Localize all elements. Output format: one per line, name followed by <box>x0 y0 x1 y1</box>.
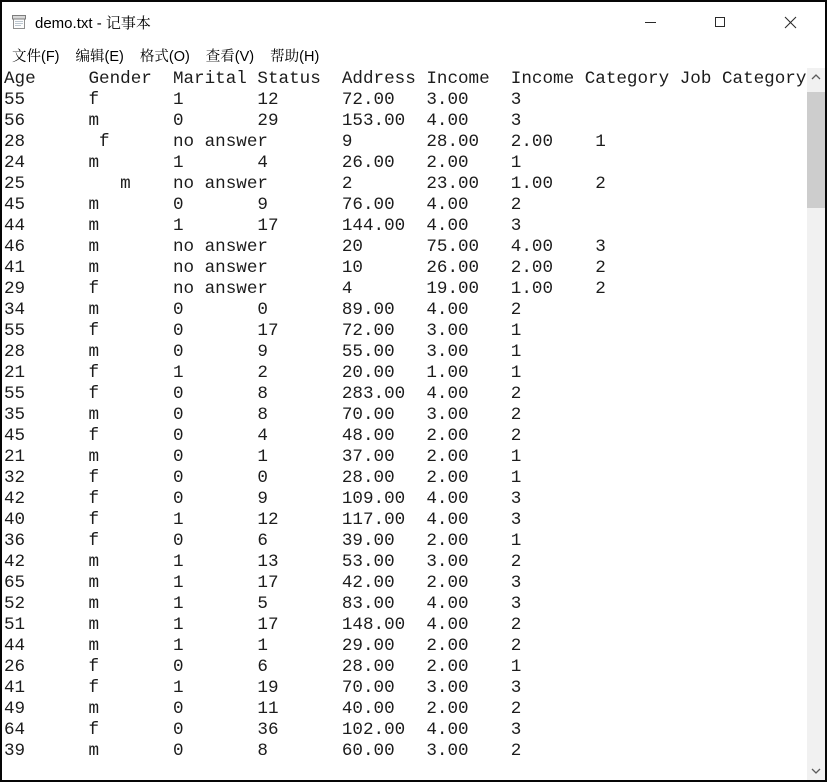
window-title: demo.txt - 记事本 <box>35 14 151 32</box>
text-line: 55 f 0 17 72.00 3.00 1 <box>4 321 522 341</box>
minimize-button[interactable] <box>615 2 685 42</box>
text-line: 26 f 0 6 28.00 2.00 1 <box>4 657 522 677</box>
title-bar <box>2 2 825 42</box>
maximize-button[interactable] <box>685 2 755 42</box>
scroll-up-button[interactable] <box>807 68 825 86</box>
minimize-icon <box>645 22 656 23</box>
text-line: 39 m 0 8 60.00 3.00 2 <box>4 741 522 761</box>
close-icon <box>784 16 797 29</box>
menu-format[interactable]: 格式(O) <box>132 42 198 69</box>
text-line: 28 m 0 9 55.00 3.00 1 <box>4 342 522 362</box>
menu-bar <box>2 42 825 68</box>
scroll-down-button[interactable] <box>807 762 825 780</box>
text-line: 32 f 0 0 28.00 2.00 1 <box>4 468 522 488</box>
text-line: 25 m no answer 2 23.00 1.00 2 <box>4 174 606 194</box>
text-line: 42 f 0 9 109.00 4.00 3 <box>4 489 522 509</box>
text-line: 21 f 1 2 20.00 1.00 1 <box>4 363 522 383</box>
text-line: 52 m 1 5 83.00 4.00 3 <box>4 594 522 614</box>
notepad-icon <box>11 14 27 30</box>
maximize-icon <box>715 17 725 27</box>
text-line: 34 m 0 0 89.00 4.00 2 <box>4 300 522 320</box>
menu-edit[interactable]: 编辑(E) <box>68 42 132 69</box>
menu-help[interactable]: 帮助(H) <box>262 42 327 69</box>
text-line: 42 m 1 13 53.00 3.00 2 <box>4 552 522 572</box>
text-line: 24 m 1 4 26.00 2.00 1 <box>4 153 522 173</box>
text-line: 36 f 0 6 39.00 2.00 1 <box>4 531 522 551</box>
text-line: 55 f 1 12 72.00 3.00 3 <box>4 90 522 110</box>
text-line: 28 f no answer 9 28.00 2.00 1 <box>4 132 606 152</box>
text-area[interactable] <box>2 68 807 780</box>
text-line: 55 f 0 8 283.00 4.00 2 <box>4 384 522 404</box>
window-controls <box>615 2 825 42</box>
vertical-scrollbar[interactable] <box>807 68 825 780</box>
text-line: 46 m no answer 20 75.00 4.00 3 <box>4 237 606 257</box>
text-line: 41 m no answer 10 26.00 2.00 2 <box>4 258 606 278</box>
text-line: 51 m 1 17 148.00 4.00 2 <box>4 615 522 635</box>
text-line: 35 m 0 8 70.00 3.00 2 <box>4 405 522 425</box>
text-line: 29 f no answer 4 19.00 1.00 2 <box>4 279 606 299</box>
text-line: 64 f 0 36 102.00 4.00 3 <box>4 720 522 740</box>
text-line: 44 m 1 1 29.00 2.00 2 <box>4 636 522 656</box>
content-area <box>2 68 825 780</box>
text-line: 49 m 0 11 40.00 2.00 2 <box>4 699 522 719</box>
text-line: 45 m 0 9 76.00 4.00 2 <box>4 195 522 215</box>
scrollbar-thumb[interactable] <box>807 92 825 208</box>
text-line: 45 f 0 4 48.00 2.00 2 <box>4 426 522 446</box>
menu-file[interactable]: 文件(F) <box>4 42 68 69</box>
text-line: 44 m 1 17 144.00 4.00 3 <box>4 216 522 236</box>
chevron-down-icon <box>811 768 821 774</box>
text-line: 56 m 0 29 153.00 4.00 3 <box>4 111 522 131</box>
text-line: Age Gender Marital Status Address Income Income Category Job Category <box>4 69 807 89</box>
text-line: 40 f 1 12 117.00 4.00 3 <box>4 510 522 530</box>
menu-view[interactable]: 查看(V) <box>198 42 262 69</box>
text-line: 65 m 1 17 42.00 2.00 3 <box>4 573 522 593</box>
text-line: 41 f 1 19 70.00 3.00 3 <box>4 678 522 698</box>
chevron-up-icon <box>811 74 821 80</box>
text-line: 21 m 0 1 37.00 2.00 1 <box>4 447 522 467</box>
close-button[interactable] <box>755 2 825 42</box>
